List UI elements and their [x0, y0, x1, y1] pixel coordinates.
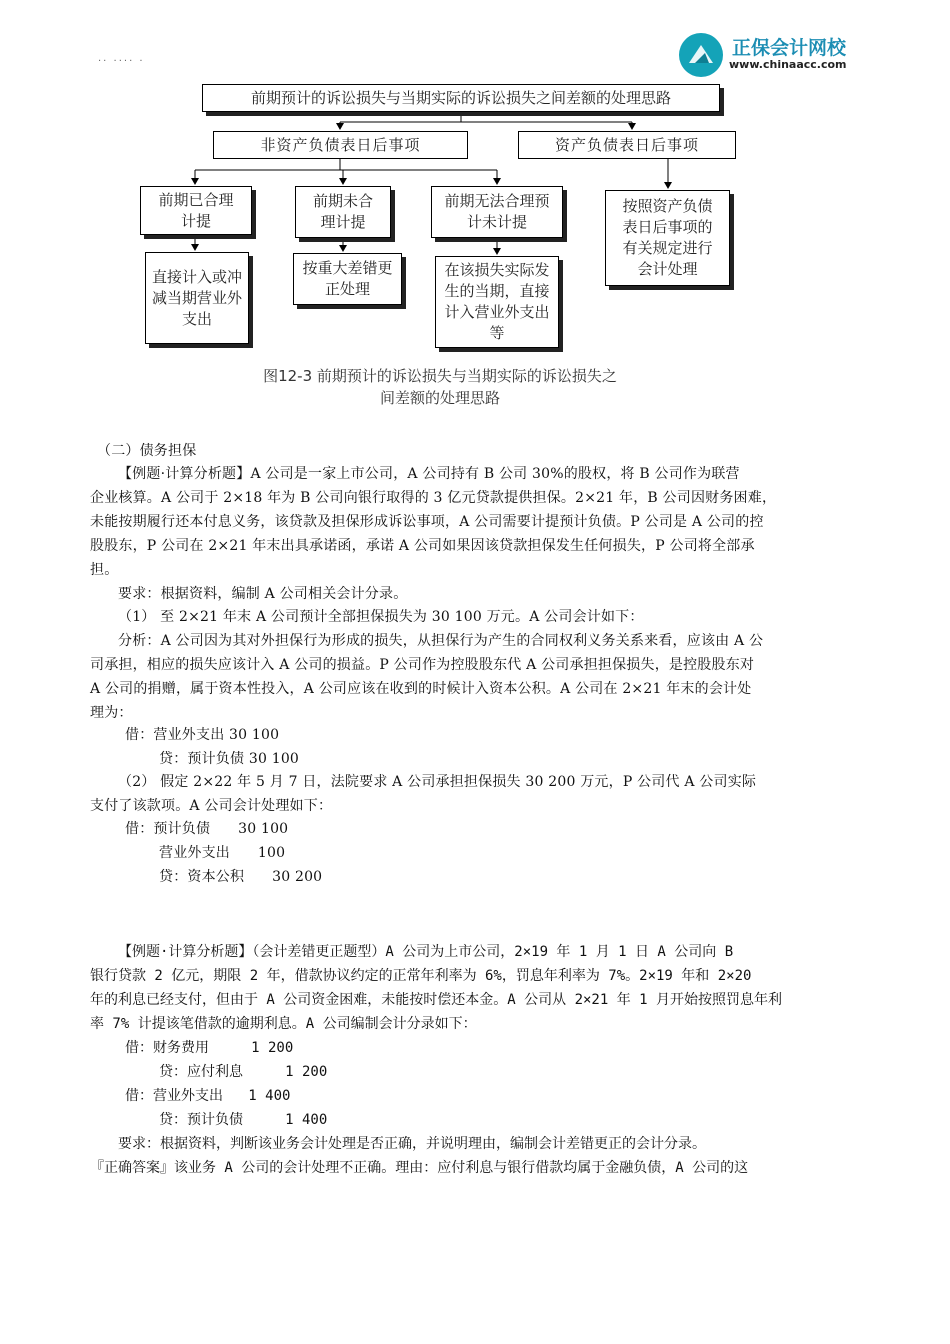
- entry-credit: 贷：预计负债 30 100: [159, 751, 300, 767]
- example2-line: 年的利息已经支付，但由于 A 公司资金困难，未能按时偿还本金。A 公司从 2×21 年 1 月开始按照罚息年利: [90, 992, 782, 1008]
- analysis-line: 司承担，相应的损失应该计入 A 公司的损益。P 公司作为控股股东代 A 公司承担担保损失，是控股股东对: [90, 657, 755, 673]
- example1-line: 担。: [90, 562, 119, 578]
- example1-line: 企业核算。A 公司于 2×18 年为 B 公司向银行取得的 3 亿元贷款提供担保。2×21 年，B 公司因财务困难，: [90, 490, 777, 506]
- brand-url: www.chinaacc.com: [729, 58, 847, 71]
- analysis-line: 分析：A 公司因为其对外担保行为形成的损失，从担保行为产生的合同权利义务关系来看，应该由 A 公: [118, 633, 764, 649]
- flow-node-unpredictable: 前期无法合理预计未计提: [431, 186, 563, 238]
- entry-debit: 营业外支出 100: [159, 845, 286, 861]
- example2-line: 银行贷款 2 亿元，期限 2 年，借款协议约定的正常年利率为 6%，罚息年利率为 7%。2×19 年和 2×20: [90, 968, 752, 984]
- flow-node-unreasonable: 前期未合理计提: [295, 186, 391, 238]
- flow-node-adjusting-rule: 按照资产负债表日后事项的有关规定进行会计处理: [605, 190, 730, 286]
- header-stray-text: ·· ···· ·: [98, 56, 145, 67]
- flow-title-box: 前期预计的诉讼损失与当期实际的诉讼损失之间差额的处理思路: [202, 84, 720, 112]
- flow-branch-adjusting: 资产负债表日后事项: [518, 131, 736, 159]
- example2-line: 【例题·计算分析题】（会计差错更正题型）A 公司为上市公司，2×19 年 1 月 1 日 A 公司向 B: [118, 944, 734, 960]
- entry-credit: 贷：预计负债 1 400: [159, 1112, 328, 1128]
- step-2-line: （2） 假定 2×22 年 5 月 7 日，法院要求 A 公司承担担保损失 30 200 万元，P 公司代 A 公司实际: [118, 774, 757, 790]
- entry-credit: 贷：资本公积 30 200: [159, 869, 323, 885]
- figure-caption-line1: 图12-3 前期预计的诉讼损失与当期实际的诉讼损失之: [263, 367, 617, 385]
- example1-line: 未能按期履行还本付息义务，该贷款及担保形成诉讼事项，A 公司需要计提预计负债。P 公司是 A 公司的控: [90, 514, 764, 530]
- flow-node-reasonable: 前期已合理计提: [140, 186, 252, 235]
- step-1: （1） 至 2×21 年末 A 公司预计全部担保损失为 30 100 万元。A 公司会计如下：: [118, 609, 644, 625]
- entry-debit: 借：营业外支出 1 400: [125, 1088, 291, 1104]
- brand-name: 正保会计网校: [732, 37, 847, 59]
- flow-outcome-when-incurred: 在该损失实际发生的当期，直接计入营业外支出等: [435, 256, 559, 348]
- example2-line: 率 7% 计提该笔借款的逾期利息。A 公司编制会计分录如下：: [90, 1016, 477, 1032]
- entry-debit: 借：财务费用 1 200: [125, 1040, 294, 1056]
- entry-debit: 借：营业外支出 30 100: [125, 727, 280, 743]
- flow-branch-nonadjusting: 非资产负债表日后事项: [213, 131, 468, 159]
- example1-line: 【例题·计算分析题】A 公司是一家上市公司，A 公司持有 B 公司 30%的股权，将 B 公司作为联营: [118, 466, 740, 482]
- answer-line: 『正确答案』该业务 A 公司的会计处理不正确。理由：应付利息与银行借款均属于金融负债，A 公司的这: [90, 1160, 749, 1176]
- flow-outcome-expense: 直接计入或冲减当期营业外支出: [145, 252, 249, 344]
- requirement: 要求：根据资料，编制 A 公司相关会计分录。: [118, 586, 408, 602]
- flow-outcome-error-correction: 按重大差错更正处理: [293, 253, 402, 305]
- requirement: 要求：根据资料，判断该业务会计处理是否正确，并说明理由，编制会计差错更正的会计分录。: [118, 1136, 706, 1152]
- entry-credit: 贷：应付利息 1 200: [159, 1064, 328, 1080]
- section-heading: （二）债务担保: [97, 443, 197, 459]
- example1-line: 股股东，P 公司在 2×21 年末出具承诺函，承诺 A 公司如果因该贷款担保发生任何损失，P 公司将全部承: [90, 538, 755, 554]
- analysis-line: 理为：: [90, 705, 133, 721]
- analysis-line: A 公司的捐赠，属于资本性投入，A 公司应该在收到的时候计入资本公积。A 公司在 2×21 年末的会计处: [90, 681, 752, 697]
- entry-debit: 借：预计负债 30 100: [125, 821, 289, 837]
- figure-caption-line2: 间差额的处理思路: [379, 389, 500, 407]
- step-2-line: 支付了该款项。A 公司会计处理如下：: [90, 798, 333, 814]
